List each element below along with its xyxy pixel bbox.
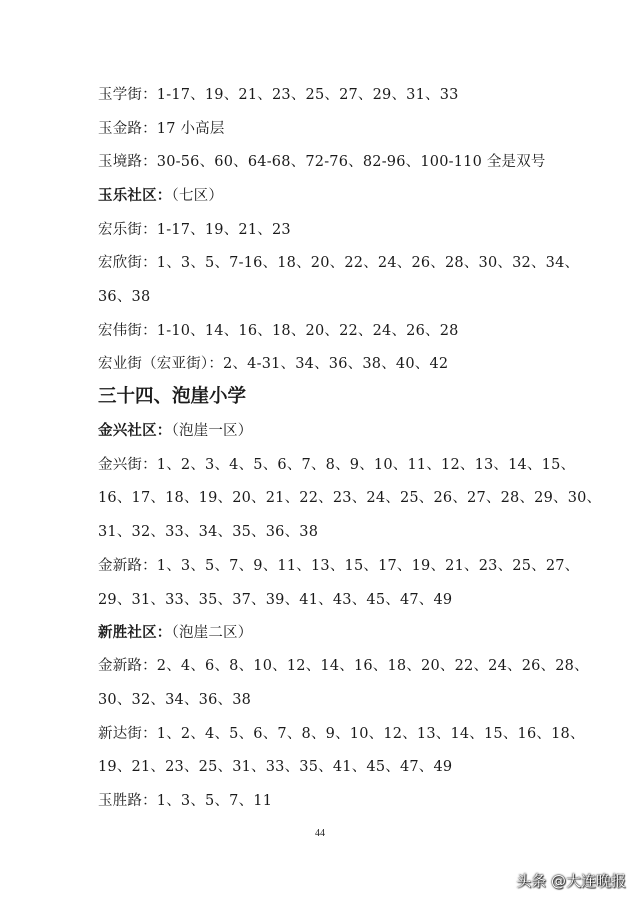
street-line-yuxue: 玉学街：1-17、19、21、23、25、27、29、31、33 — [98, 87, 459, 103]
community-line-yule — [98, 186, 223, 206]
section-heading: 三十四、泡崖小学 — [98, 386, 247, 407]
street-line-jinxin-cont: 29、31、33、35、37、39、41、43、45、47、49 — [98, 592, 453, 608]
community-district-xinsheng: （泡崖二区） — [171, 625, 253, 641]
street-line-jinxing: 金兴街：1、2、3、4、5、6、7、8、9、10、11、12、13、14、15、 — [98, 457, 576, 473]
street-line-hongxin: 宏欣街：1、3、5、7-16、18、20、22、24、26、28、30、32、34、 — [98, 255, 580, 271]
community-label-yule: 玉乐社区： — [98, 188, 172, 204]
street-line-hongye: 宏业街（宏亚街）：2、4-31、34、36、38、40、42 — [98, 356, 449, 372]
street-line-yujing: 玉境路：30-56、60、64-68、72-76、82-96、100-110 全是双号 — [98, 154, 546, 170]
street-line-hongwei: 宏伟街：1-10、14、16、18、20、22、24、26、28 — [98, 323, 459, 339]
street-line-yusheng: 玉胜路：1、3、5、7、11 — [98, 793, 273, 809]
street-line-jinxin-even-cont: 30、32、34、36、38 — [98, 692, 252, 708]
street-line-jinxin-even: 金新路：2、4、6、8、10、12、14、16、18、20、22、24、26、28、 — [98, 658, 589, 674]
community-district-jinxing: （泡崖一区） — [171, 423, 253, 439]
community-line-xinsheng — [98, 623, 252, 643]
street-line-jinxing-cont1: 16、17、18、19、20、21、22、23、24、25、26、27、28、29、30、 — [98, 490, 602, 506]
street-line-xinda: 新达街：1、2、4、5、6、7、8、9、10、12、13、14、15、16、18、 — [98, 726, 585, 742]
street-line-xinda-cont: 19、21、23、25、31、33、35、41、45、47、49 — [98, 759, 453, 775]
street-line-jinxing-cont2: 31、32、33、34、35、36、38 — [98, 524, 319, 540]
street-line-hongle: 宏乐街：1-17、19、21、23 — [98, 222, 291, 238]
street-line-yujin: 玉金路：17 小高层 — [98, 121, 225, 137]
street-line-hongxin-cont: 36、38 — [98, 289, 151, 305]
community-district-yule: （七区） — [171, 188, 224, 204]
community-line-jinxing — [98, 421, 252, 441]
street-line-jinxin: 金新路：1、3、5、7、9、11、13、15、17、19、21、23、25、27、 — [98, 558, 580, 574]
watermark-text: 头条 @大连晚报 — [516, 872, 626, 890]
page-number: 44 — [315, 828, 325, 839]
community-label-xinsheng: 新胜社区： — [98, 625, 172, 641]
community-label-jinxing: 金兴社区： — [98, 423, 172, 439]
